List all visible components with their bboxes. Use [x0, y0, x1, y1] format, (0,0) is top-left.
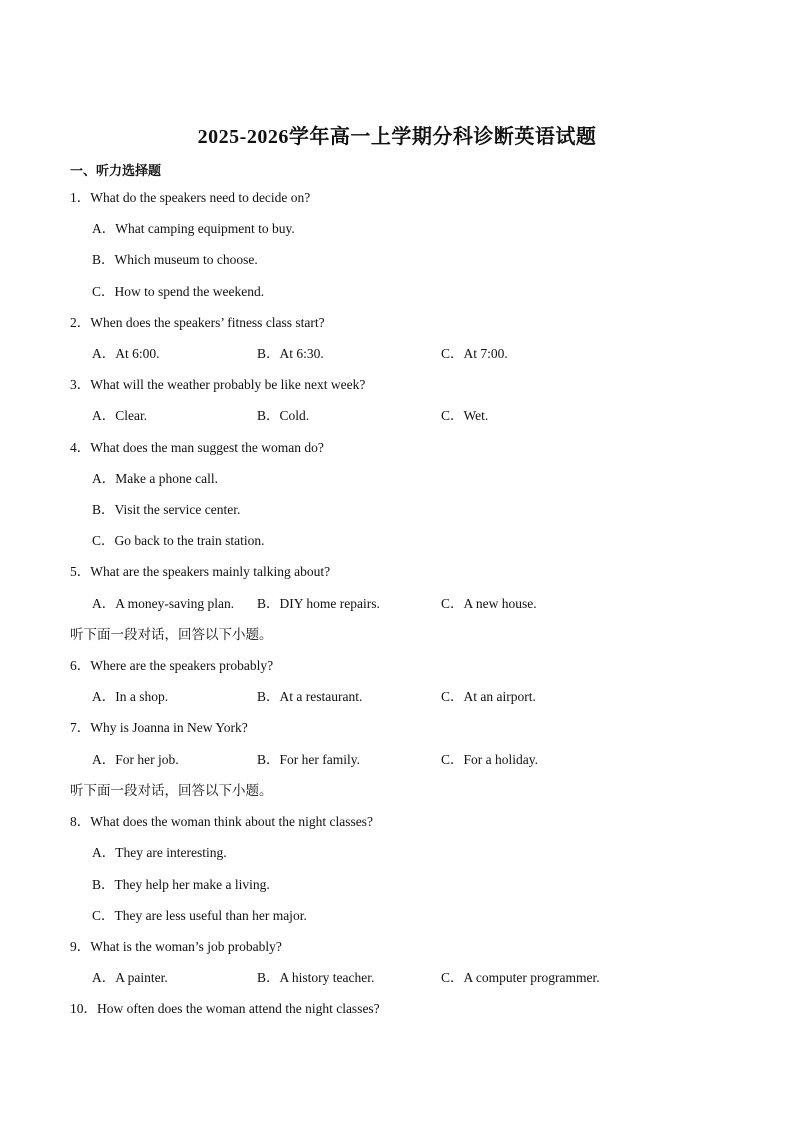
- q2-option-b: B．At 6:30.: [257, 346, 324, 361]
- question-7: 7．Why is Joanna in New York?: [70, 720, 248, 735]
- q3-option-c: C．Wet.: [441, 408, 489, 423]
- q9-option-c: C．A computer programmer.: [441, 970, 600, 985]
- q6-option-c: C．At an airport.: [441, 689, 536, 704]
- q9-option-a: A．A painter.: [92, 970, 168, 985]
- question-3: 3．What will the weather probably be like next week?: [70, 377, 366, 392]
- q5-option-c: C．A new house.: [441, 596, 537, 611]
- q8-option-a: A．They are interesting.: [92, 845, 227, 860]
- q1-option-c: C．How to spend the weekend.: [92, 284, 265, 299]
- page-title: 2025-2026学年高一上学期分科诊断英语试题: [197, 126, 597, 148]
- q6-option-a: A．In a shop.: [92, 689, 169, 704]
- q4-option-b: B．Visit the service center.: [92, 502, 241, 517]
- q3-option-a: A．Clear.: [92, 408, 148, 423]
- section-heading: 一、听力选择题: [70, 163, 162, 178]
- q7-option-b: B．For her family.: [257, 752, 360, 767]
- question-9: 9．What is the woman’s job probably?: [70, 939, 282, 954]
- q4-option-a: A．Make a phone call.: [92, 471, 218, 486]
- q1-option-a: A．What camping equipment to buy.: [92, 221, 295, 236]
- q2-option-a: A．At 6:00.: [92, 346, 160, 361]
- question-4: 4．What does the man suggest the woman do?: [70, 440, 324, 455]
- q8-option-b: B．They help her make a living.: [92, 877, 270, 892]
- q8-option-c: C．They are less useful than her major.: [92, 908, 307, 923]
- dialogue-instruction-1: 听下面一段对话，回答以下小题。: [70, 627, 273, 642]
- q7-option-c: C．For a holiday.: [441, 752, 538, 767]
- question-5: 5．What are the speakers mainly talking about?: [70, 564, 331, 579]
- q2-option-c: C．At 7:00.: [441, 346, 508, 361]
- q4-option-c: C．Go back to the train station.: [92, 533, 265, 548]
- question-8: 8．What does the woman think about the night classes?: [70, 814, 373, 829]
- q7-option-a: A．For her job.: [92, 752, 179, 767]
- question-6: 6．Where are the speakers probably?: [70, 658, 274, 673]
- q1-option-b: B．Which museum to choose.: [92, 252, 258, 267]
- q3-option-b: B．Cold.: [257, 408, 310, 423]
- question-2: 2．When does the speakers’ fitness class start?: [70, 315, 325, 330]
- dialogue-instruction-2: 听下面一段对话，回答以下小题。: [70, 783, 273, 798]
- q9-option-b: B．A history teacher.: [257, 970, 375, 985]
- question-10: 10．How often does the woman attend the night classes?: [70, 1001, 380, 1016]
- q6-option-b: B．At a restaurant.: [257, 689, 363, 704]
- q5-option-a: A．A money-saving plan.: [92, 596, 235, 611]
- q5-option-b: B．DIY home repairs.: [257, 596, 380, 611]
- question-1: 1．What do the speakers need to decide on?: [70, 190, 311, 205]
